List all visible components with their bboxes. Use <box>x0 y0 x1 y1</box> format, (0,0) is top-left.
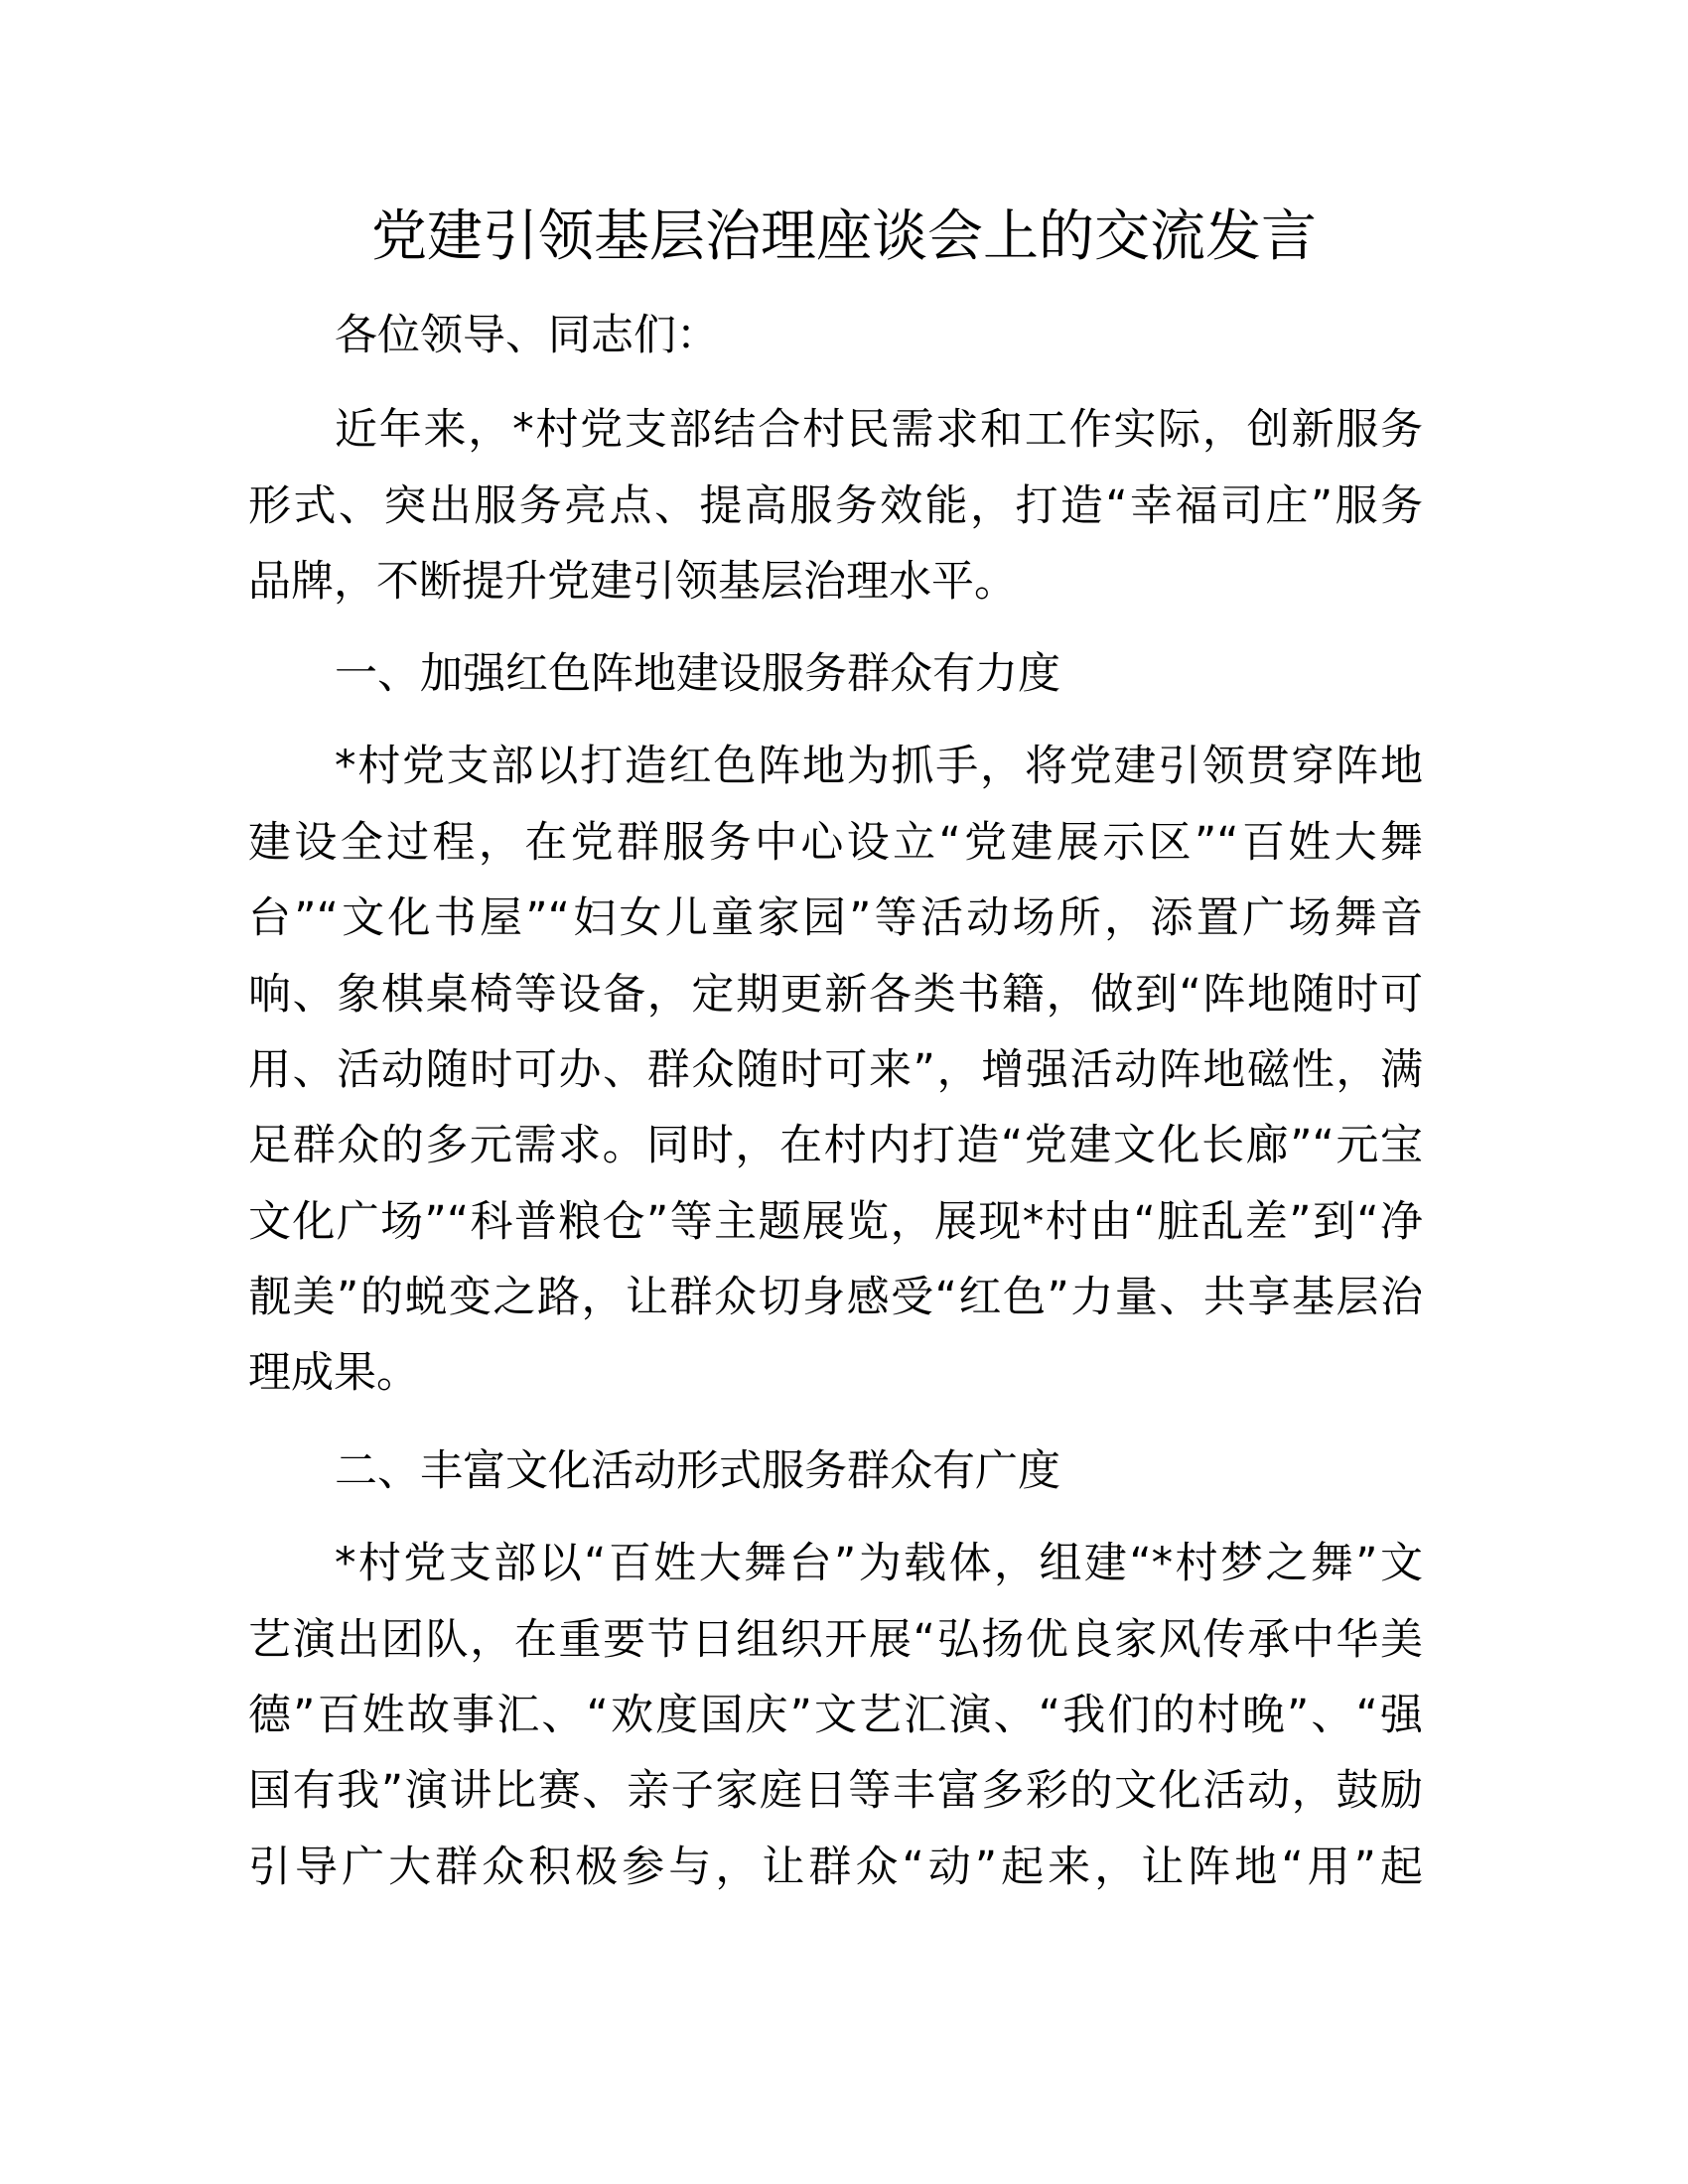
section-heading-2: 二、丰富文化活动形式服务群众有广度 <box>335 1446 1060 1496</box>
paragraph-1-line: 近年来，*村党支部结合村民需求和工作实际，创新服务 <box>335 405 1423 455</box>
paragraph-2-line: 用、活动随时可办、群众随时可来”，增强活动阵地磁性，满 <box>248 1045 1423 1095</box>
paragraph-3-line: 国有我”演讲比赛、亲子家庭日等丰富多彩的文化活动，鼓励 <box>248 1766 1423 1816</box>
paragraph-2-line: 文化广场”“科普粮仓”等主题展览，展现*村由“脏乱差”到“净 <box>248 1197 1423 1247</box>
greeting: 各位领导、同志们： <box>335 311 719 360</box>
paragraph-1-line: 形式、突出服务亮点、提高服务效能，打造“幸福司庄”服务 <box>248 481 1423 531</box>
paragraph-2-line: *村党支部以打造红色阵地为抓手，将党建引领贯穿阵地 <box>335 742 1423 791</box>
paragraph-2-line: 靓美”的蜕变之路，让群众切身感受“红色”力量、共享基层治 <box>248 1273 1423 1322</box>
paragraph-3-line: 引导广大群众积极参与，让群众“动”起来，让阵地“用”起 <box>248 1843 1423 1892</box>
document-title: 党建引领基层治理座谈会上的交流发言 <box>371 205 1317 269</box>
paragraph-2-line: 足群众的多元需求。同时，在村内打造“党建文化长廊”“元宝 <box>248 1121 1423 1170</box>
paragraph-2-line: 响、象棋桌椅等设备，定期更新各类书籍，做到“阵地随时可 <box>248 970 1423 1020</box>
paragraph-2-line: 台”“文化书屋”“妇女儿童家园”等活动场所，添置广场舞音 <box>248 893 1423 943</box>
paragraph-2-line: 理成果。 <box>248 1348 419 1398</box>
paragraph-3-line: *村党支部以“百姓大舞台”为载体，组建“*村梦之舞”文 <box>335 1539 1423 1588</box>
paragraph-3-line: 德”百姓故事汇、“欢度国庆”文艺汇演、“我们的村晚”、“强 <box>248 1691 1423 1740</box>
paragraph-1-line: 品牌，不断提升党建引领基层治理水平。 <box>248 557 1017 607</box>
paragraph-2-line: 建设全过程，在党群服务中心设立“党建展示区”“百姓大舞 <box>248 818 1423 868</box>
section-heading-1: 一、加强红色阵地建设服务群众有力度 <box>335 649 1060 699</box>
paragraph-3-line: 艺演出团队，在重要节日组织开展“弘扬优良家风传承中华美 <box>248 1615 1423 1665</box>
